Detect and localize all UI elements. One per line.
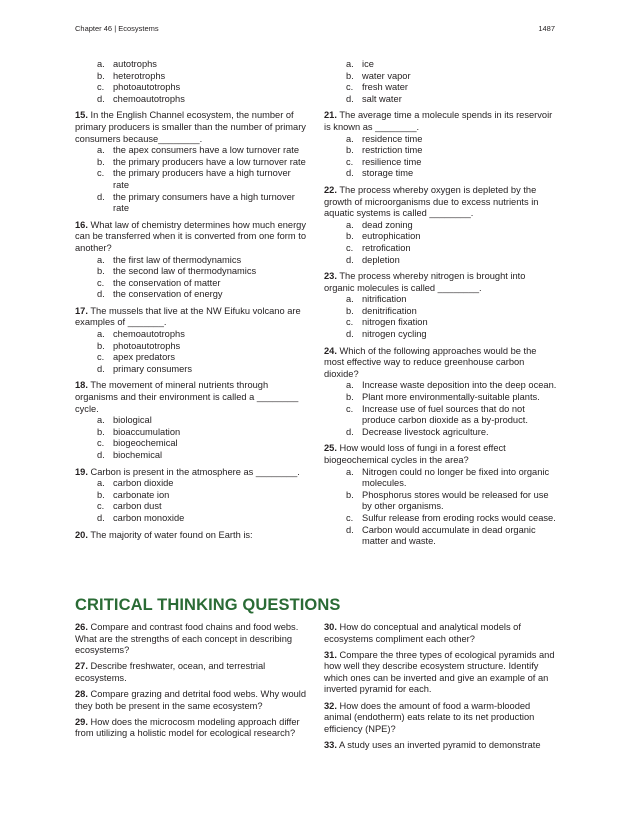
answer-options — [324, 220, 557, 266]
critical-thinking-question — [324, 622, 557, 645]
option-text: the first law of thermodynamics — [113, 254, 242, 265]
question-number: 27. — [75, 661, 88, 672]
option-text: heterotrophs — [113, 70, 166, 81]
answer-option — [324, 306, 557, 318]
question-text — [75, 220, 308, 255]
answer-option — [324, 134, 557, 146]
answer-options — [75, 415, 308, 461]
question-text — [75, 467, 308, 479]
option-text: carbon dioxide — [113, 478, 174, 489]
option-letter: c. — [346, 82, 354, 93]
option-text: chemoautotrophs — [113, 93, 185, 104]
option-text: nitrogen cycling — [362, 329, 427, 340]
question-number: 19. — [75, 466, 88, 477]
answer-option — [75, 364, 308, 376]
option-text: Phosphorus stores would be released for use by other organisms. — [362, 489, 549, 512]
option-text: the primary consumers have a high turnover rate — [113, 191, 295, 214]
question-prompt: The process whereby oxygen is depleted by the growth of microorganisms due to excess nutrients in aquatic systems is called ________. — [324, 184, 539, 219]
answer-option — [75, 145, 308, 157]
answer-option — [75, 71, 308, 83]
option-letter: d. — [97, 512, 105, 523]
critical-thinking-right-column — [324, 622, 557, 756]
option-text: photoautotrophs — [113, 340, 181, 351]
option-text: carbonate ion — [113, 489, 170, 500]
option-text: Carbon would accumulate in dead organic matter and waste. — [362, 524, 536, 547]
answer-option — [75, 450, 308, 462]
critical-thinking-question — [75, 717, 308, 740]
option-text: Nitrogen could no longer be fixed into organic molecules. — [362, 466, 550, 489]
question-prompt: Compare and contrast food chains and food webs. What are the strengths of each concept in describing ecosystems? — [75, 622, 299, 656]
option-text: Increase waste deposition into the deep ocean. — [362, 380, 557, 391]
answer-options — [75, 329, 308, 375]
option-letter: a. — [97, 145, 105, 156]
option-text: Increase use of fuel sources that do not produce carbon dioxide as a by-product. — [362, 403, 528, 426]
answer-option — [324, 94, 557, 106]
option-text: Plant more environmentally-suitable plants. — [362, 392, 540, 403]
critical-thinking-heading: CRITICAL THINKING QUESTIONS — [75, 596, 341, 614]
option-letter: b. — [346, 392, 354, 403]
option-text: biochemical — [113, 450, 163, 460]
question-number: 21. — [324, 110, 337, 121]
option-letter: d. — [346, 329, 354, 340]
option-text: storage time — [362, 168, 414, 179]
option-letter: c. — [97, 82, 105, 93]
option-text: the conservation of matter — [113, 277, 221, 288]
question-number: 17. — [75, 305, 88, 316]
question-prompt: How does the microcosm modeling approach differ from utilizing a holistic model for ecological research? — [75, 716, 300, 739]
question-block — [324, 271, 557, 341]
question-block — [75, 59, 308, 105]
question-prompt: Compare grazing and detrital food webs. Why would they both be present in the same ecosystem? — [75, 688, 307, 711]
option-text: residence time — [362, 133, 423, 144]
question-prompt: The movement of mineral nutrients through organisms and their environment is called a ________ cycle. — [75, 380, 299, 414]
answer-option — [75, 329, 308, 341]
option-letter: a. — [97, 415, 105, 426]
option-letter: a. — [346, 133, 354, 144]
left-question-column — [75, 59, 308, 546]
answer-options — [324, 294, 557, 340]
answer-option — [75, 513, 308, 525]
option-text: the second law of thermodynamics — [113, 266, 257, 277]
option-text: dead zoning — [362, 219, 413, 230]
option-text: Decrease livestock agriculture. — [362, 426, 489, 437]
option-text: bioaccumulation — [113, 426, 181, 437]
answer-option — [324, 513, 557, 525]
answer-option — [324, 490, 557, 513]
question-block — [324, 443, 557, 547]
answer-option — [324, 145, 557, 157]
answer-option — [324, 317, 557, 329]
question-number: 32. — [324, 700, 337, 711]
option-text: biogeochemical — [113, 438, 178, 449]
answer-option — [75, 59, 308, 71]
question-text — [324, 185, 557, 220]
answer-options — [324, 59, 557, 105]
option-letter: d. — [97, 450, 105, 460]
question-text — [75, 380, 308, 415]
question-block — [75, 110, 308, 214]
option-text: denitrification — [362, 305, 417, 316]
option-text: the apex consumers have a low turnover rate — [113, 145, 300, 156]
option-letter: d. — [346, 524, 354, 535]
option-letter: d. — [97, 363, 105, 374]
option-text: apex predators — [113, 352, 176, 363]
option-letter: b. — [346, 145, 354, 156]
chapter-title: Chapter 46 | Ecosystems — [75, 24, 159, 33]
option-letter: d. — [97, 191, 105, 202]
question-block — [75, 380, 308, 461]
question-block — [324, 346, 557, 439]
answer-option — [75, 266, 308, 278]
option-text: the conservation of energy — [113, 289, 223, 300]
critical-thinking-question — [75, 622, 308, 657]
question-text — [324, 271, 557, 294]
answer-option — [324, 392, 557, 404]
critical-thinking-question — [75, 661, 308, 684]
answer-option — [324, 231, 557, 243]
question-prompt: How do conceptual and analytical models of ecosystems compliment each other? — [324, 622, 521, 644]
question-number: 18. — [75, 380, 88, 391]
answer-option — [75, 415, 308, 427]
question-prompt: Which of the following approaches would be the most effective way to reduce greenhouse carbon dioxide? — [324, 345, 537, 379]
answer-options — [324, 380, 557, 438]
option-letter: b. — [97, 70, 105, 81]
question-prompt: The process whereby nitrogen is brought into organic molecules is called ________. — [324, 271, 526, 293]
question-number: 23. — [324, 271, 337, 282]
option-text: depletion — [362, 254, 400, 265]
answer-option — [324, 220, 557, 232]
answer-option — [75, 427, 308, 439]
option-text: biological — [113, 415, 152, 426]
critical-thinking-question — [324, 740, 557, 752]
answer-option — [75, 157, 308, 169]
question-prompt: Describe freshwater, ocean, and terrestrial ecosystems. — [75, 661, 266, 683]
option-text: eutrophication — [362, 231, 421, 242]
option-letter: c. — [97, 352, 105, 363]
question-prompt: Compare the three types of ecological pyramids and how well they describe ecosystem structure. Identify which ones can be inverted and give an example of an inverted pyramid for each. — [324, 649, 555, 695]
answer-option — [324, 329, 557, 341]
question-number: 33. — [324, 739, 337, 750]
option-letter: b. — [346, 489, 354, 500]
option-letter: b. — [97, 266, 105, 277]
answer-option — [324, 427, 557, 439]
option-letter: a. — [346, 294, 354, 305]
option-letter: b. — [97, 489, 105, 500]
answer-option — [75, 490, 308, 502]
option-text: photoautotrophs — [113, 82, 181, 93]
answer-options — [324, 467, 557, 548]
question-block — [75, 530, 308, 542]
question-number: 26. — [75, 622, 88, 632]
question-number: 25. — [324, 443, 337, 454]
answer-option — [75, 501, 308, 513]
answer-option — [324, 168, 557, 180]
answer-option — [324, 59, 557, 71]
question-number: 22. — [324, 184, 337, 195]
option-letter: d. — [346, 254, 354, 265]
option-letter: b. — [346, 231, 354, 242]
option-text: Sulfur release from eroding rocks would cease. — [362, 512, 556, 523]
option-letter: c. — [97, 438, 105, 449]
option-text: primary consumers — [113, 363, 193, 374]
question-text — [75, 306, 308, 329]
option-text: nitrogen fixation — [362, 317, 428, 328]
question-prompt: What law of chemistry determines how much energy can be transferred when it is converted from one form to another? — [75, 219, 306, 253]
option-letter: c. — [346, 403, 354, 414]
question-number: 29. — [75, 716, 88, 727]
answer-options — [75, 255, 308, 301]
question-prompt: A study uses an inverted pyramid to demonstrate — [339, 739, 541, 750]
question-block — [75, 306, 308, 376]
answer-option — [75, 352, 308, 364]
answer-option — [324, 157, 557, 169]
option-letter: b. — [97, 426, 105, 437]
answer-option — [324, 525, 557, 548]
question-block — [75, 467, 308, 525]
option-text: autotrophs — [113, 59, 157, 69]
page-header — [75, 24, 555, 36]
option-letter: d. — [346, 168, 354, 179]
option-letter: c. — [97, 501, 105, 512]
question-text — [75, 530, 308, 542]
question-text — [324, 110, 557, 133]
answer-option — [324, 380, 557, 392]
option-letter: a. — [346, 219, 354, 230]
answer-option — [75, 192, 308, 215]
option-text: water vapor — [362, 70, 411, 81]
question-number: 15. — [75, 110, 88, 121]
option-letter: d. — [97, 93, 105, 104]
answer-option — [324, 467, 557, 490]
option-letter: d. — [97, 289, 105, 300]
answer-option — [324, 294, 557, 306]
critical-thinking-question — [324, 650, 557, 696]
answer-option — [75, 478, 308, 490]
question-prompt: How would loss of fungi in a forest effect biogeochemical cycles in the area? — [324, 443, 506, 465]
option-text: ice — [362, 59, 374, 69]
option-letter: a. — [97, 59, 105, 69]
option-text: the primary producers have a low turnover rate — [113, 156, 306, 167]
question-text — [324, 346, 557, 381]
answer-option — [75, 438, 308, 450]
question-number: 28. — [75, 688, 88, 699]
question-number: 20. — [75, 529, 88, 540]
option-text: retrofication — [362, 242, 411, 253]
answer-options — [75, 59, 308, 105]
question-number: 31. — [324, 649, 337, 660]
question-block — [324, 185, 557, 266]
question-text — [75, 110, 308, 145]
question-prompt: In the English Channel ecosystem, the number of primary producers is smaller than the number of primary consumers because________. — [75, 110, 306, 144]
option-text: carbon monoxide — [113, 512, 185, 523]
question-prompt: How does the amount of food a warm-blooded animal (endotherm) eats relate to its net production efficiency (NPE)? — [324, 700, 535, 734]
answer-option — [75, 94, 308, 106]
answer-option — [324, 404, 557, 427]
option-text: fresh water — [362, 82, 408, 93]
option-letter: a. — [97, 478, 105, 489]
option-letter: b. — [346, 70, 354, 81]
right-question-column — [324, 59, 557, 553]
answer-options — [75, 478, 308, 524]
option-text: salt water — [362, 93, 402, 104]
answer-option — [75, 341, 308, 353]
option-letter: a. — [346, 466, 354, 477]
answer-option — [75, 289, 308, 301]
option-letter: b. — [97, 340, 105, 351]
question-number: 16. — [75, 219, 88, 230]
option-letter: c. — [346, 512, 354, 523]
question-prompt: The average time a molecule spends in its reservoir is known as ________. — [324, 110, 553, 132]
answer-option — [75, 82, 308, 94]
option-letter: a. — [346, 380, 354, 391]
answer-option — [75, 168, 308, 191]
question-prompt: The mussels that live at the NW Eifuku volcano are examples of _______. — [75, 305, 301, 328]
question-prompt: The majority of water found on Earth is: — [90, 529, 253, 540]
option-text: carbon dust — [113, 501, 162, 512]
option-letter: d. — [346, 426, 354, 437]
option-text: nitrification — [362, 294, 407, 305]
option-letter: a. — [346, 59, 354, 69]
option-text: restriction time — [362, 145, 423, 156]
answer-option — [75, 278, 308, 290]
option-letter: d. — [346, 93, 354, 104]
question-number: 24. — [324, 345, 337, 356]
answer-options — [75, 145, 308, 215]
option-letter: a. — [97, 329, 105, 340]
option-letter: b. — [97, 156, 105, 167]
option-letter: a. — [97, 254, 105, 265]
option-text: resilience time — [362, 156, 422, 167]
critical-thinking-left-column — [75, 622, 308, 744]
option-letter: c. — [346, 242, 354, 253]
option-letter: c. — [346, 317, 354, 328]
question-block — [324, 110, 557, 180]
option-text: chemoautotrophs — [113, 329, 185, 340]
page-number: 1487 — [538, 24, 555, 33]
answer-option — [324, 255, 557, 267]
question-prompt: Carbon is present in the atmosphere as ________. — [90, 466, 300, 477]
question-block — [324, 59, 557, 105]
critical-thinking-question — [324, 701, 557, 736]
option-text: the primary producers have a high turnover rate — [113, 168, 291, 190]
option-letter: c. — [97, 277, 105, 288]
option-letter: c. — [346, 156, 354, 167]
critical-thinking-question — [75, 689, 308, 712]
question-text — [324, 443, 557, 466]
option-letter: b. — [346, 305, 354, 316]
answer-option — [75, 255, 308, 267]
answer-option — [324, 71, 557, 83]
question-number: 30. — [324, 622, 337, 632]
option-letter: c. — [97, 168, 105, 179]
question-block — [75, 220, 308, 301]
answer-option — [324, 82, 557, 94]
answer-options — [324, 134, 557, 180]
answer-option — [324, 243, 557, 255]
